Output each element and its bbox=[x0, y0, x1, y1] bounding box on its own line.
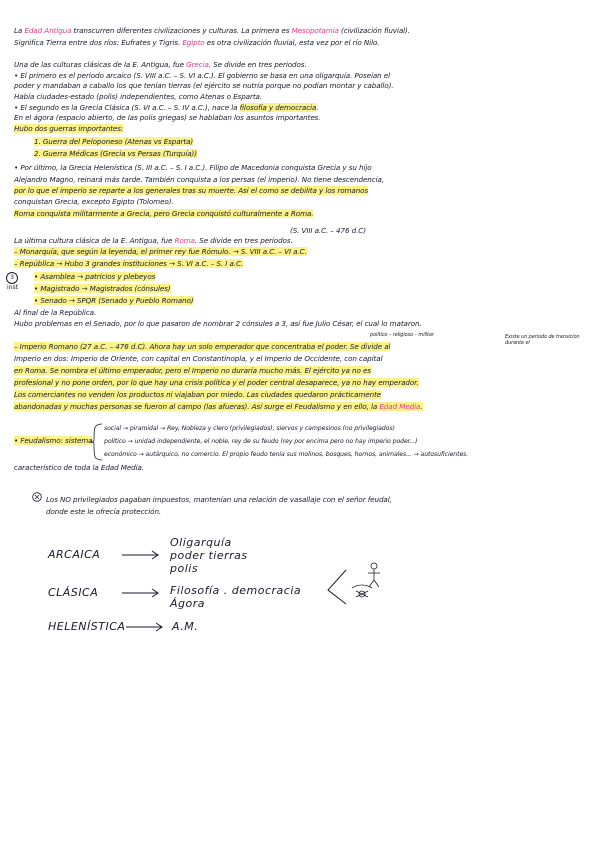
stick-figures-icon bbox=[322, 560, 392, 610]
p2-line3: poder y mandaban a caballo los que tenían tierras (el ejército se nutría porque no podían montar y caballo). bbox=[14, 81, 394, 90]
star-circle-icon bbox=[32, 492, 42, 502]
p2-line5: • El segundo es la Grecia Clásica (S. VI a.C. – S. IV a.C.), nace la filosofía y democracia. bbox=[14, 103, 319, 112]
arrow-helenistica bbox=[124, 621, 166, 633]
arrow-clasica bbox=[120, 587, 162, 599]
feudalismo-label: • Feudalismo: sistema bbox=[14, 436, 93, 445]
p3-line5: Hubo problemas en el Senado, por lo que pasaron de nombrar 2 cónsules a 3, así fue Julio César, el cual lo mataron. bbox=[14, 319, 422, 328]
p2-line4: Había ciudades-estado (polis) independientes, como Atenas o Esparta. bbox=[14, 92, 263, 101]
p2-line11: conquistan Grecia, excepto Egipto (Tolomeo). bbox=[14, 197, 174, 206]
helenistica-item: A.M. bbox=[172, 620, 199, 633]
p3-line9: profesional y no pone orden, por lo que hay una crisis política y el poder central desaparece, ya no hay emperador. bbox=[14, 378, 419, 387]
p3-line10: Los comerciantes no venden los productos ni viajaban por miedo. Las ciudades quedaron prácticamente bbox=[14, 390, 382, 399]
diagram-helenistica: HELENÍSTICA bbox=[48, 620, 126, 633]
inst-magistrado: • Magistrado → Magistrados (cónsules) bbox=[34, 284, 171, 293]
p3-imperio: – Imperio Romano (27 a.C. – 476 d.C). Ahora hay un solo emperador que concentraba el poder. Se divide al bbox=[14, 342, 391, 351]
mesopotamia-term: Mesopotamia bbox=[291, 26, 339, 35]
diagram-arcaica: ARCAICA bbox=[48, 548, 101, 561]
margin-circle-mark: 3 inst bbox=[7, 274, 18, 291]
clasica-item-0: Filosofía . democracia bbox=[170, 584, 302, 597]
roma-term: Roma bbox=[174, 236, 195, 245]
egipto-term: Egipto bbox=[182, 38, 205, 47]
feudal-politico: político → unidad independiente, el noble, rey de su feudo (rey por encima pero no hay imperio poder...) bbox=[104, 438, 418, 445]
p2-line2: • El primero es el periodo arcaico (S. VIII a.C. – S. VI a.C.). El gobierno se basa en una oligarquía. Poseían el bbox=[14, 71, 391, 80]
diagram-clasica: CLÁSICA bbox=[48, 586, 99, 599]
p3-line11: abandonadas y muchas personas se fueron al campo (las afueras). Así surge el Feudalismo y en ello, la Edad Media. bbox=[14, 402, 423, 411]
edad-antigua-term: Edad Antigua bbox=[24, 26, 72, 35]
roma-dates: (S. VIII a.C. – 476 d.C) bbox=[290, 226, 366, 235]
edad-media-term: Edad Media bbox=[379, 402, 421, 411]
p1-line2: Significa Tierra entre dos ríos: Éufrates y Tigris. Egipto es otra civilización fluvial, esta vez por el río Nilo. bbox=[14, 38, 380, 47]
filosofia-highlight: filosofía y democracia bbox=[239, 103, 317, 112]
feudal-char: característico de toda la Edad Media. bbox=[14, 463, 145, 472]
feudal-economico: económico → autárquico, no comercio. El propio feudo tenía sus molinos, bosques, hornos, animales... → autosuficientes. bbox=[104, 451, 469, 458]
arcaica-item-2: polis bbox=[170, 562, 199, 575]
note-above: político – religioso – militar bbox=[370, 332, 434, 338]
p3-monarquia: – Monarquía, que según la leyenda, el primer rey fue Rómulo. → S. VIII a.C. – VI a.C. bbox=[14, 247, 307, 256]
p2-line6: En el ágora (espacio abierto, de las polis griegas) se hablaban los asuntos importantes. bbox=[14, 113, 321, 122]
war-2: 2. Guerra Médicas (Grecia vs Persas (Turquía)) bbox=[34, 149, 197, 158]
arcaica-item-1: poder tierras bbox=[170, 549, 248, 562]
p2-line12: Roma conquista militarmente a Grecia, pero Grecia conquistó culturalmente a Roma. bbox=[14, 209, 314, 218]
p2-line7: Hubo dos guerras importantes: bbox=[14, 124, 124, 133]
war-1: 1. Guerra del Peloponeso (Atenas vs Esparta) bbox=[34, 137, 194, 146]
p2-line9: Alejandro Magno, reinará más tarde. También conquista a los persas (el imperio). No tiene descendencia, bbox=[14, 175, 384, 184]
feudalismo-brace bbox=[88, 422, 104, 462]
p2-line8: • Por último, la Grecia Helenística (S. III a.C. – S. I a.C.). Filipo de Macedonia conquista Grecia y su hijo bbox=[14, 163, 372, 172]
inst-asamblea: • Asamblea → patricios y plebeyos bbox=[34, 272, 156, 281]
arrow-arcaica bbox=[120, 549, 162, 561]
grecia-term: Grecia bbox=[186, 60, 209, 69]
feudal-social: social → piramidal → Rey, Nobleza y clero (privilegiados), siervos y campesinos (no privilegiados) bbox=[104, 425, 395, 432]
p3-line4: Al final de la República. bbox=[14, 308, 97, 317]
p5-line2: donde este le ofrecía protección. bbox=[46, 507, 162, 516]
p3-line7: Imperio en dos: Imperio de Oriente, con capital en Constantinopla, y el Imperio de Occidente, con capital bbox=[14, 354, 383, 363]
note-side: Existe un periodo de transición durante el bbox=[505, 334, 580, 346]
p2-line10: por lo que el imperio se reparte a los generales tras su muerte. Así el como se debilita y los romanos bbox=[14, 186, 369, 195]
p3-line1: La última cultura clásica de la E. Antigua, fue Roma. Se divide en tres periodos. bbox=[14, 236, 293, 245]
p2-line1: Una de las culturas clásicas de la E. Antigua, fue Grecia. Se divide en tres periodos. bbox=[14, 60, 307, 69]
p1-line1: La Edad Antigua transcurren diferentes civilizaciones y culturas. La primera es Mesopotamia (civilización fluvial). bbox=[14, 26, 410, 35]
p3-republica: – República → Hubo 3 grandes instituciones → S. VI a.C. – S. I a.C. bbox=[14, 259, 244, 268]
p3-line8: en Roma. Se nombra el último emperador, pero el Imperio no duraría mucho más. El ejército ya no es bbox=[14, 366, 371, 375]
p5-line1: Los NO privilegiados pagaban impuestos, mantenían una relación de vasallaje con el señor feudal, bbox=[46, 495, 392, 504]
clasica-item-1: Ágora bbox=[170, 597, 206, 610]
inst-senado: • Senado → SPQR (Senado y Pueblo Romano) bbox=[34, 296, 194, 305]
arcaica-item-0: Oligarquía bbox=[170, 536, 232, 549]
